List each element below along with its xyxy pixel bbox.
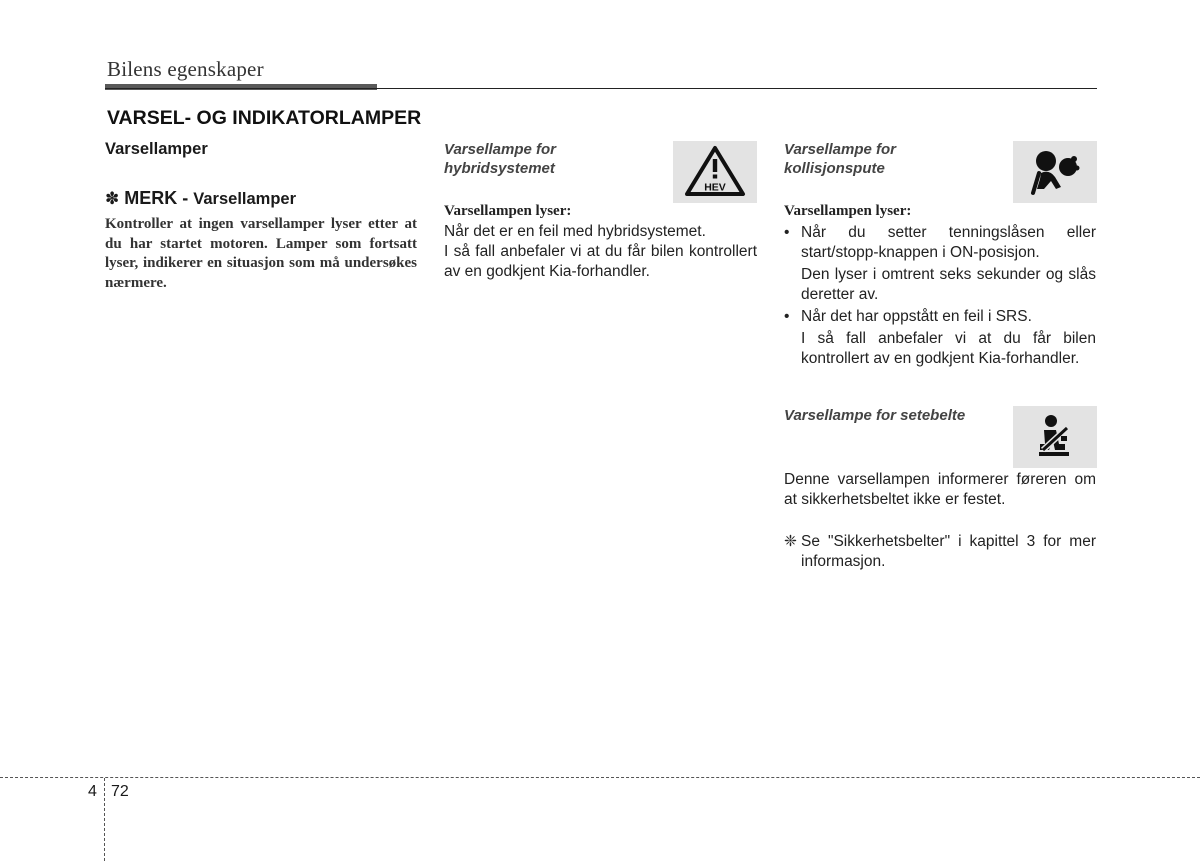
airbag-warning-icon [1013,141,1097,203]
airbag-bullet-text: Når du setter tenningslåsen eller start/stopp-knappen i ON-posisjon. [801,224,1096,261]
hybrid-body-line1: Når det er en feil med hybridsystemet. [444,223,706,240]
chapter-number: 4 [88,783,97,800]
airbag-heading-line2: kollisjonspute [784,160,885,177]
seatbelt-body: Denne varsellampen informerer føreren om at sikkerhetsbeltet ikke er festet. [784,471,1096,508]
hybrid-icon-label: HEV [704,181,726,194]
bullet-marker: • [784,308,790,325]
header-rule-thick [105,84,377,90]
airbag-bullet-extra: I så fall anbefaler vi at du får bilen kontrollert av en godkjent Kia-forhandler. [801,330,1096,367]
reference-text: Se "Sikkerhetsbelter" i kapittel 3 for mer informasjon. [801,533,1096,570]
airbag-lights-label: Varsellampen lyser: [784,203,912,219]
column1-subheading: Varsellamper [105,140,208,158]
bullet-marker: • [784,224,790,241]
note-label: MERK - [124,188,189,208]
hybrid-body-line2: I så fall anbefaler vi at du får bilen kontrollert av en godkjent Kia-forhandler. [444,243,757,280]
note-body: Kontroller at ingen varsellamper lyser etter at du har startet motoren. Lamper som fortsatt lyser, indikerer en situasjon som må undersøkes nærmere. [105,216,417,291]
main-heading: VARSEL- OG INDIKATORLAMPER [107,107,422,129]
note-symbol: ✽ [105,189,120,208]
footer-vertical-divider [104,778,105,861]
airbag-bullet-item [784,307,1096,369]
note-subtitle: Varsellamper [193,190,297,208]
airbag-heading-line1: Varsellampe for [784,141,896,158]
page-number: 72 [111,783,129,800]
seatbelt-warning-icon [1013,406,1097,468]
reference-symbol: ❈ [784,533,797,550]
hybrid-heading-line2: hybridsystemet [444,160,555,177]
airbag-bullet-text: Når det har oppstått en feil i SRS. [801,308,1032,325]
seatbelt-reference [784,532,1096,572]
footer-divider [0,777,1200,778]
note-title [105,188,296,209]
section-title: Bilens egenskaper [107,57,264,81]
airbag-bullet-extra: Den lyser i omtrent seks sekunder og slås deretter av. [801,266,1096,303]
reference-item [784,532,1096,572]
hybrid-heading-line1: Varsellampe for [444,141,556,158]
hybrid-heading [444,140,556,178]
airbag-bullet-item [784,223,1096,305]
airbag-heading [784,140,896,178]
hybrid-lights-label: Varsellampen lyser: [444,203,572,219]
hybrid-body [444,222,757,282]
airbag-bullet-list [784,223,1096,369]
seatbelt-heading: Varsellampe for setebelte [784,407,966,424]
hybrid-system-warning-icon [673,141,757,203]
header-rule [105,88,1097,89]
